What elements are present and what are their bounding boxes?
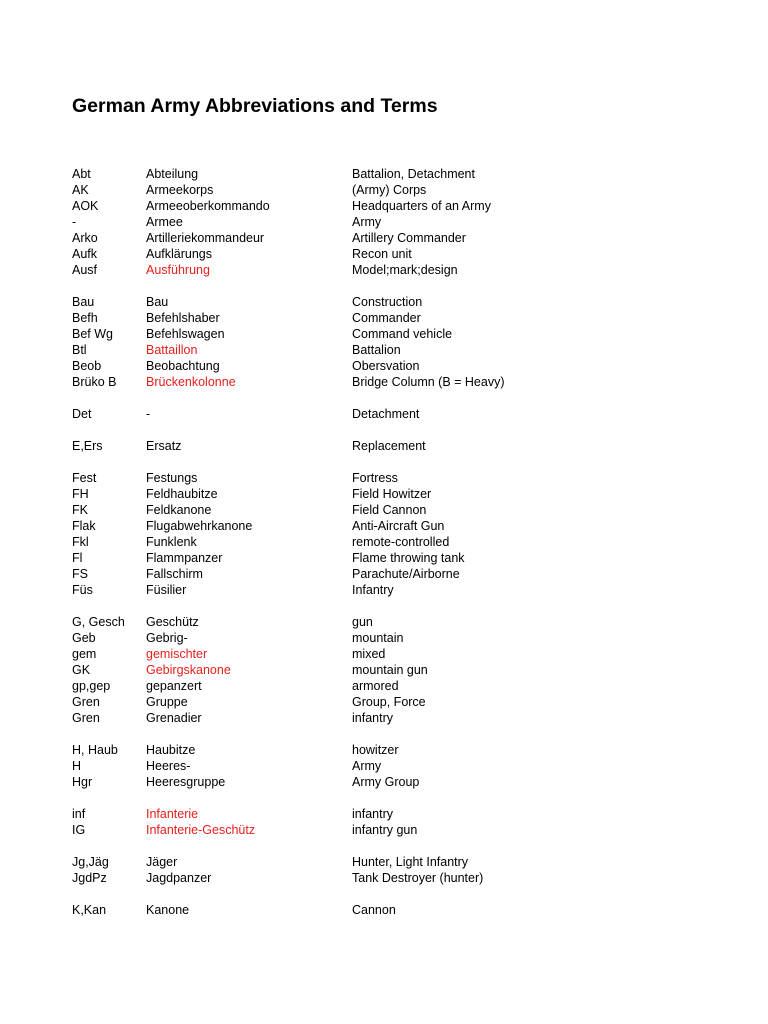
english-term-cell: Detachment	[352, 407, 420, 421]
german-term-cell: Gruppe	[146, 695, 188, 709]
english-term-cell: mountain	[352, 631, 404, 645]
term-row	[72, 854, 712, 870]
term-row	[72, 774, 712, 790]
german-term-cell: Fallschirm	[146, 567, 203, 581]
abbreviation-cell: Aufk	[72, 247, 98, 261]
english-term-cell: Army	[352, 759, 382, 773]
english-term-cell: gun	[352, 615, 373, 629]
german-term-cell: Ersatz	[146, 439, 182, 453]
term-row	[72, 310, 712, 326]
abbreviation-cell: FK	[72, 503, 88, 517]
term-row	[72, 358, 712, 374]
term-row	[72, 166, 712, 182]
abbreviation-cell: Jg,Jäg	[72, 855, 109, 869]
term-row	[72, 582, 712, 598]
abbreviation-cell: Geb	[72, 631, 96, 645]
english-term-cell: remote-controlled	[352, 535, 450, 549]
german-term-cell: Füsilier	[146, 583, 187, 597]
english-term-cell: Parachute/Airborne	[352, 567, 460, 581]
german-term-cell: Beobachtung	[146, 359, 220, 373]
abbreviation-cell: Det	[72, 407, 92, 421]
english-term-cell: Recon unit	[352, 247, 412, 261]
abbreviation-cell: Flak	[72, 519, 96, 533]
english-term-cell: Obersvation	[352, 359, 420, 373]
german-term-cell: Funklenk	[146, 535, 197, 549]
english-term-cell: infantry gun	[352, 823, 418, 837]
term-row	[72, 662, 712, 678]
term-row	[72, 198, 712, 214]
german-term-cell: Jagdpanzer	[146, 871, 212, 885]
english-term-cell: Artillery Commander	[352, 231, 466, 245]
term-row	[72, 326, 712, 342]
english-term-cell: Commander	[352, 311, 421, 325]
term-row	[72, 230, 712, 246]
german-term-cell: gemischter	[146, 647, 208, 661]
term-group	[72, 742, 712, 790]
english-term-cell: Command vehicle	[352, 327, 453, 341]
german-term-cell: Armee	[146, 215, 183, 229]
abbreviation-cell: gem	[72, 647, 97, 661]
english-term-cell: mountain gun	[352, 663, 428, 677]
document-title: German Army Abbreviations and Terms	[72, 95, 438, 117]
german-term-cell: Gebrig-	[146, 631, 188, 645]
abbreviation-cell: IG	[72, 823, 86, 837]
abbreviation-cell: G, Gesch	[72, 615, 125, 629]
term-row	[72, 438, 712, 454]
abbreviation-cell: H	[72, 759, 82, 773]
english-term-cell: Hunter, Light Infantry	[352, 855, 469, 869]
german-term-cell: Grenadier	[146, 711, 202, 725]
english-term-cell: Army	[352, 215, 382, 229]
english-term-cell: Field Cannon	[352, 503, 427, 517]
german-term-cell: Bau	[146, 295, 169, 309]
abbreviation-cell: Brüko B	[72, 375, 117, 389]
term-row	[72, 534, 712, 550]
abbreviation-cell: Fkl	[72, 535, 89, 549]
german-term-cell: Infanterie-Geschütz	[146, 823, 256, 837]
german-term-cell: Jäger	[146, 855, 178, 869]
german-term-cell: Festungs	[146, 471, 198, 485]
abbreviation-cell: Bau	[72, 295, 95, 309]
abbreviation-cell: Füs	[72, 583, 93, 597]
term-row	[72, 710, 712, 726]
english-term-cell: Model;mark;design	[352, 263, 458, 277]
term-row	[72, 630, 712, 646]
term-group	[72, 854, 712, 886]
english-term-cell: Tank Destroyer (hunter)	[352, 871, 484, 885]
german-term-cell: Kanone	[146, 903, 190, 917]
abbreviation-cell: Beob	[72, 359, 102, 373]
term-group	[72, 470, 712, 598]
term-group	[72, 166, 712, 278]
term-row	[72, 406, 712, 422]
term-row	[72, 902, 712, 918]
german-term-cell: Befehlshaber	[146, 311, 220, 325]
term-row	[72, 182, 712, 198]
english-term-cell: Bridge Column (B = Heavy)	[352, 375, 505, 389]
term-row	[72, 566, 712, 582]
english-term-cell: Replacement	[352, 439, 426, 453]
english-term-cell: mixed	[352, 647, 386, 661]
term-row	[72, 646, 712, 662]
term-group	[72, 438, 712, 454]
english-term-cell: (Army) Corps	[352, 183, 427, 197]
german-term-cell: gepanzert	[146, 679, 202, 693]
abbreviation-cell: JgdPz	[72, 871, 107, 885]
english-term-cell: Battalion, Detachment	[352, 167, 475, 181]
german-term-cell: Ausführung	[146, 263, 210, 277]
abbreviation-cell: -	[72, 215, 77, 229]
term-row	[72, 758, 712, 774]
abbreviation-cell: Gren	[72, 695, 100, 709]
term-group	[72, 406, 712, 422]
german-term-cell: Gebirgskanone	[146, 663, 231, 677]
term-row	[72, 742, 712, 758]
english-term-cell: Field Howitzer	[352, 487, 432, 501]
abbreviation-cell: Abt	[72, 167, 91, 181]
term-row	[72, 614, 712, 630]
english-term-cell: Headquarters of an Army	[352, 199, 491, 213]
term-row	[72, 246, 712, 262]
abbreviation-cell: Fest	[72, 471, 97, 485]
term-row	[72, 870, 712, 886]
german-term-cell: Flugabwehrkanone	[146, 519, 253, 533]
term-row	[72, 262, 712, 278]
german-term-cell: Feldhaubitze	[146, 487, 218, 501]
english-term-cell: Construction	[352, 295, 423, 309]
german-term-cell: Abteilung	[146, 167, 199, 181]
abbreviation-cell: Befh	[72, 311, 98, 325]
german-term-cell: Aufklärungs	[146, 247, 213, 261]
abbreviation-cell: inf	[72, 807, 86, 821]
german-term-cell: Geschütz	[146, 615, 199, 629]
term-group	[72, 294, 712, 390]
term-row	[72, 518, 712, 534]
english-term-cell: Group, Force	[352, 695, 426, 709]
abbreviation-cell: Arko	[72, 231, 98, 245]
abbreviation-cell: E,Ers	[72, 439, 103, 453]
german-term-cell: Infanterie	[146, 807, 199, 821]
abbreviation-cell: FS	[72, 567, 88, 581]
english-term-cell: Fortress	[352, 471, 398, 485]
term-row	[72, 502, 712, 518]
german-term-cell: Artilleriekommandeur	[146, 231, 265, 245]
abbreviation-cell: AK	[72, 183, 89, 197]
abbreviation-cell: Gren	[72, 711, 100, 725]
abbreviation-cell: FH	[72, 487, 89, 501]
abbreviation-cell: K,Kan	[72, 903, 107, 917]
german-term-cell: Brückenkolonne	[146, 375, 236, 389]
english-term-cell: armored	[352, 679, 399, 693]
term-row	[72, 806, 712, 822]
german-term-cell: Armeekorps	[146, 183, 214, 197]
term-row	[72, 678, 712, 694]
term-row	[72, 374, 712, 390]
german-term-cell: -	[146, 407, 151, 421]
german-term-cell: Befehlswagen	[146, 327, 225, 341]
term-row	[72, 822, 712, 838]
german-term-cell: Heeresgruppe	[146, 775, 226, 789]
german-term-cell: Heeres-	[146, 759, 191, 773]
german-term-cell: Haubitze	[146, 743, 196, 757]
english-term-cell: Battalion	[352, 343, 401, 357]
english-term-cell: infantry	[352, 711, 393, 725]
english-term-cell: Anti-Aircraft Gun	[352, 519, 445, 533]
german-term-cell: Battaillon	[146, 343, 198, 357]
german-term-cell: Feldkanone	[146, 503, 212, 517]
term-row	[72, 214, 712, 230]
english-term-cell: Infantry	[352, 583, 394, 597]
term-row	[72, 486, 712, 502]
term-list	[72, 166, 712, 934]
abbreviation-cell: gp,gep	[72, 679, 111, 693]
term-row	[72, 294, 712, 310]
english-term-cell: Army Group	[352, 775, 420, 789]
term-group	[72, 614, 712, 726]
term-group	[72, 902, 712, 918]
german-term-cell: Flammpanzer	[146, 551, 223, 565]
term-group	[72, 806, 712, 838]
abbreviation-cell: Hgr	[72, 775, 93, 789]
abbreviation-cell: H, Haub	[72, 743, 118, 757]
abbreviation-cell: AOK	[72, 199, 99, 213]
term-row	[72, 550, 712, 566]
abbreviation-cell: GK	[72, 663, 91, 677]
english-term-cell: howitzer	[352, 743, 399, 757]
english-term-cell: Cannon	[352, 903, 396, 917]
english-term-cell: Flame throwing tank	[352, 551, 465, 565]
abbreviation-cell: Ausf	[72, 263, 98, 277]
abbreviation-cell: Btl	[72, 343, 87, 357]
term-row	[72, 342, 712, 358]
abbreviation-cell: Fl	[72, 551, 83, 565]
german-term-cell: Armeeoberkommando	[146, 199, 270, 213]
term-row	[72, 470, 712, 486]
english-term-cell: infantry	[352, 807, 393, 821]
term-row	[72, 694, 712, 710]
abbreviation-cell: Bef Wg	[72, 327, 113, 341]
